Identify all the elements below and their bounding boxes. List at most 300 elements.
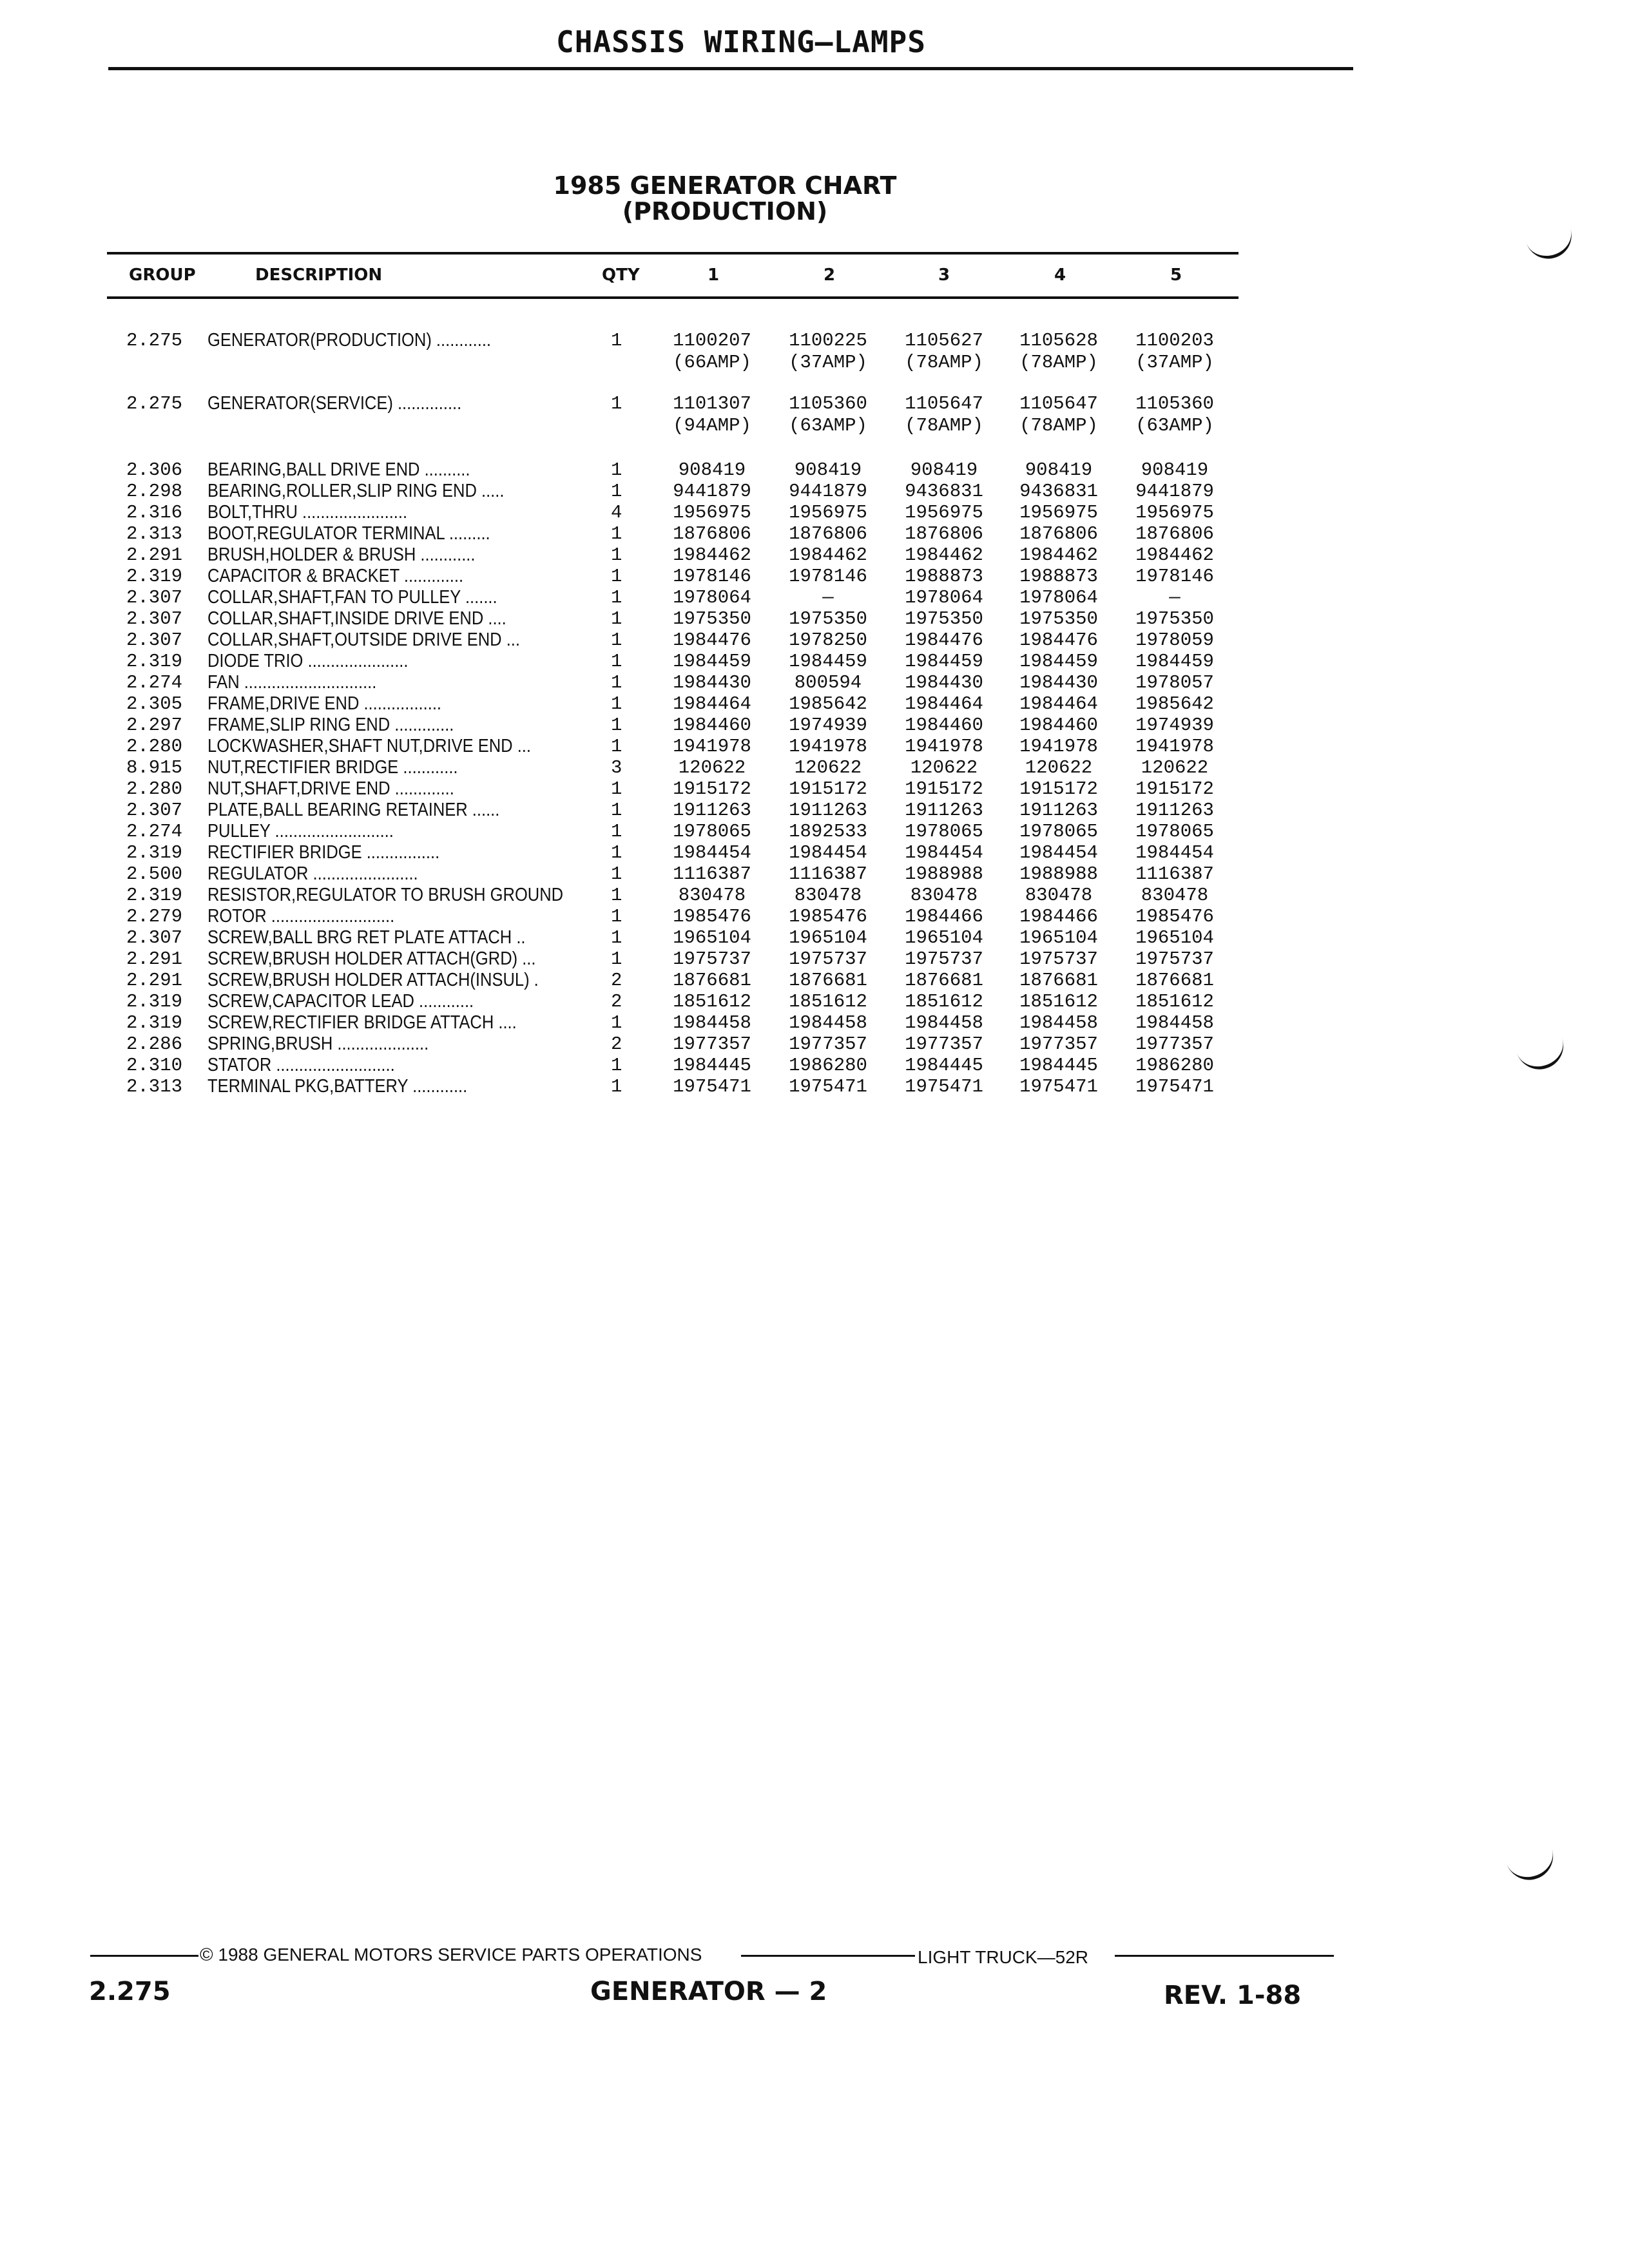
table-row [0, 757, 1629, 779]
table-row [0, 885, 1629, 907]
row-value-3: 1984458 [905, 1012, 983, 1033]
table-row [0, 672, 1629, 694]
row-value-4: 1978064 [1019, 587, 1098, 608]
row-group: 2.305 [126, 693, 183, 715]
row-qty: 1 [611, 330, 622, 351]
row-value-1: 1100207 [673, 330, 751, 351]
row-value-4: 1975737 [1019, 948, 1098, 970]
row-value-4: 1851612 [1019, 991, 1098, 1012]
table-row [0, 800, 1629, 822]
row-qty: 2 [611, 991, 622, 1012]
row-value-1: 1977357 [673, 1033, 751, 1055]
row-value-3: 1978065 [905, 821, 983, 842]
row-description: BOLT,THRU ....................... [207, 502, 408, 523]
row-description: ROTOR ........................... [207, 906, 395, 927]
row-value-3: 1984454 [905, 842, 983, 863]
row-value-4: 830478 [1025, 885, 1093, 906]
row-value-1: 1984464 [673, 693, 751, 715]
row-description: GENERATOR(SERVICE) .............. [207, 393, 462, 414]
row-value-5: 1965104 [1135, 927, 1214, 948]
col-header-qty: QTY [602, 265, 640, 285]
row-value-2: 1915172 [789, 778, 867, 800]
row-value-2: 1956975 [789, 502, 867, 523]
row-description: COLLAR,SHAFT,FAN TO PULLEY ....... [207, 587, 497, 608]
row-value-4: 1956975 [1019, 502, 1098, 523]
header-rule [108, 67, 1353, 70]
row-rating-3: (78AMP) [905, 352, 983, 373]
col-header-group: GROUP [129, 265, 196, 285]
row-value-2: 1986280 [789, 1055, 867, 1076]
table-row [0, 481, 1629, 503]
row-qty: 1 [611, 629, 622, 651]
table-row [0, 544, 1629, 566]
row-qty: 1 [611, 1055, 622, 1076]
row-group: 2.291 [126, 970, 183, 991]
row-value-3: 908419 [910, 459, 978, 481]
row-value-5: 1984459 [1135, 651, 1214, 672]
row-value-4: 1984445 [1019, 1055, 1098, 1076]
row-value-3: 9436831 [905, 481, 983, 502]
row-value-4: 908419 [1025, 459, 1093, 481]
row-description: FRAME,SLIP RING END ............. [207, 715, 454, 735]
row-value-3: 1975737 [905, 948, 983, 970]
row-value-5: 1984454 [1135, 842, 1214, 863]
row-description: PLATE,BALL BEARING RETAINER ...... [207, 800, 500, 820]
row-description: LOCKWASHER,SHAFT NUT,DRIVE END ... [207, 736, 531, 756]
row-group: 2.275 [126, 330, 183, 351]
row-group: 2.313 [126, 523, 183, 544]
row-group: 2.319 [126, 1012, 183, 1033]
row-value-4: 1988873 [1019, 566, 1098, 587]
row-description: COLLAR,SHAFT,OUTSIDE DRIVE END ... [207, 629, 520, 650]
row-value-5: 1876806 [1135, 523, 1214, 544]
row-value-4: 1941978 [1019, 736, 1098, 757]
section-number: 2.275 [89, 1977, 171, 2006]
row-value-4: 1105628 [1019, 330, 1098, 351]
row-value-4: 1984464 [1019, 693, 1098, 715]
row-group: 2.307 [126, 608, 183, 629]
row-group: 2.313 [126, 1076, 183, 1097]
row-rating-2: (63AMP) [789, 415, 867, 436]
footer-rule-right [1115, 1955, 1334, 1957]
table-row [0, 502, 1629, 524]
row-rating-2: (37AMP) [789, 352, 867, 373]
row-value-5: 1105360 [1135, 393, 1214, 414]
row-value-1: 1975350 [673, 608, 751, 629]
row-value-4: 1105647 [1019, 393, 1098, 414]
table-row [0, 778, 1629, 800]
row-value-2: 1984462 [789, 544, 867, 566]
row-value-5: 1975350 [1135, 608, 1214, 629]
row-qty: 1 [611, 1012, 622, 1033]
footer-book: LIGHT TRUCK—52R [918, 1947, 1089, 1967]
row-qty: 2 [611, 1033, 622, 1055]
row-value-2: 800594 [794, 672, 862, 693]
row-value-1: 1911263 [673, 800, 751, 821]
row-group: 2.291 [126, 544, 183, 566]
row-value-4: 1965104 [1019, 927, 1098, 948]
table-row [0, 821, 1629, 843]
row-description: GENERATOR(PRODUCTION) ............ [207, 330, 492, 351]
row-qty: 1 [611, 736, 622, 757]
row-value-2: 1974939 [789, 715, 867, 736]
row-value-1: 830478 [678, 885, 746, 906]
binding-mark [1504, 1841, 1559, 1886]
row-value-3: 1984459 [905, 651, 983, 672]
row-value-3: 1956975 [905, 502, 983, 523]
row-group: 2.297 [126, 715, 183, 736]
row-description: SCREW,RECTIFIER BRIDGE ATTACH .... [207, 1012, 517, 1033]
table-row [0, 523, 1629, 545]
row-description: REGULATOR ....................... [207, 863, 418, 884]
row-group: 2.279 [126, 906, 183, 927]
row-value-3: 1988988 [905, 863, 983, 885]
row-value-4: 1984462 [1019, 544, 1098, 566]
row-value-3: 1941978 [905, 736, 983, 757]
row-group: 2.275 [126, 393, 183, 414]
row-value-1: 120622 [678, 757, 746, 778]
footer-rule-left [90, 1955, 198, 1957]
table-row [0, 459, 1629, 481]
row-value-4: 1876681 [1019, 970, 1098, 991]
row-value-1: 1116387 [673, 863, 751, 885]
row-value-2: 1984458 [789, 1012, 867, 1033]
row-qty: 1 [611, 842, 622, 863]
row-value-2: 1876806 [789, 523, 867, 544]
row-description: STATOR .......................... [207, 1055, 395, 1075]
row-rating-4: (78AMP) [1019, 352, 1098, 373]
row-description: RECTIFIER BRIDGE ................ [207, 842, 440, 863]
table-row [0, 1033, 1629, 1055]
row-value-4: 1978065 [1019, 821, 1098, 842]
row-qty: 1 [611, 863, 622, 885]
row-value-1: 1984454 [673, 842, 751, 863]
row-value-4: 1975350 [1019, 608, 1098, 629]
row-group: 8.915 [126, 757, 183, 778]
row-value-2: 830478 [794, 885, 862, 906]
row-value-2: 1911263 [789, 800, 867, 821]
table-top-rule [107, 252, 1239, 255]
generator-row [0, 393, 1629, 436]
row-value-3: 1977357 [905, 1033, 983, 1055]
table-row [0, 1012, 1629, 1034]
row-value-5: 1985642 [1135, 693, 1214, 715]
row-qty: 1 [611, 906, 622, 927]
row-description: TERMINAL PKG,BATTERY ............ [207, 1076, 468, 1097]
row-group: 2.319 [126, 566, 183, 587]
table-row [0, 608, 1629, 630]
row-value-3: 1876806 [905, 523, 983, 544]
row-value-1: 1984458 [673, 1012, 751, 1033]
row-value-4: 120622 [1025, 757, 1093, 778]
footer-copyright: © 1988 GENERAL MOTORS SERVICE PARTS OPERATIONS [200, 1945, 702, 1965]
row-value-5: 1978057 [1135, 672, 1214, 693]
row-value-2: 1978146 [789, 566, 867, 587]
row-value-1: 9441879 [673, 481, 751, 502]
row-value-4: 1984476 [1019, 629, 1098, 651]
row-description: SCREW,BRUSH HOLDER ATTACH(INSUL) . [207, 970, 539, 990]
row-group: 2.319 [126, 651, 183, 672]
row-value-5: 1974939 [1135, 715, 1214, 736]
row-value-4: 1876806 [1019, 523, 1098, 544]
row-value-1: 1101307 [673, 393, 751, 414]
row-description: SCREW,CAPACITOR LEAD ............ [207, 991, 474, 1012]
row-rating-1: (66AMP) [673, 352, 751, 373]
row-group: 2.291 [126, 948, 183, 970]
row-group: 2.319 [126, 991, 183, 1012]
row-description: FRAME,DRIVE END ................. [207, 693, 441, 714]
row-group: 2.307 [126, 629, 183, 651]
row-value-5: 1986280 [1135, 1055, 1214, 1076]
generator-row [0, 330, 1629, 373]
row-value-2: 1975737 [789, 948, 867, 970]
row-description: RESISTOR,REGULATOR TO BRUSH GROUND [207, 885, 564, 905]
row-value-1: 1978065 [673, 821, 751, 842]
row-value-2: 1975471 [789, 1076, 867, 1097]
row-qty: 1 [611, 715, 622, 736]
row-value-4: 1988988 [1019, 863, 1098, 885]
row-value-4: 1911263 [1019, 800, 1098, 821]
chart-subtitle: (PRODUCTION) [622, 197, 828, 226]
row-qty: 1 [611, 459, 622, 481]
row-group: 2.298 [126, 481, 183, 502]
row-group: 2.274 [126, 672, 183, 693]
row-value-5: 1985476 [1135, 906, 1214, 927]
row-value-2: — [822, 587, 834, 608]
row-value-1: 1984462 [673, 544, 751, 566]
row-qty: 1 [611, 693, 622, 715]
row-value-2: 1985642 [789, 693, 867, 715]
row-rating-3: (78AMP) [905, 415, 983, 436]
row-value-5: 1876681 [1135, 970, 1214, 991]
row-qty: 2 [611, 970, 622, 991]
row-value-3: 1978064 [905, 587, 983, 608]
row-value-2: 1105360 [789, 393, 867, 414]
row-value-1: 1876806 [673, 523, 751, 544]
row-value-2: 1984459 [789, 651, 867, 672]
row-value-2: 120622 [794, 757, 862, 778]
row-value-3: 1851612 [905, 991, 983, 1012]
row-value-1: 1984445 [673, 1055, 751, 1076]
row-value-5: 9441879 [1135, 481, 1214, 502]
row-description: SCREW,BALL BRG RET PLATE ATTACH .. [207, 927, 526, 948]
revision-label: REV. 1-88 [1164, 1981, 1302, 2010]
row-value-2: 1876681 [789, 970, 867, 991]
table-row [0, 693, 1629, 715]
row-value-5: 1975737 [1135, 948, 1214, 970]
row-value-5: 1851612 [1135, 991, 1214, 1012]
row-qty: 1 [611, 393, 622, 414]
table-row [0, 842, 1629, 864]
row-rating-4: (78AMP) [1019, 415, 1098, 436]
row-qty: 1 [611, 800, 622, 821]
row-qty: 1 [611, 651, 622, 672]
row-value-5: 1984458 [1135, 1012, 1214, 1033]
row-value-3: 1984445 [905, 1055, 983, 1076]
row-value-1: 1965104 [673, 927, 751, 948]
row-value-5: 1977357 [1135, 1033, 1214, 1055]
row-value-1: 1956975 [673, 502, 751, 523]
row-value-3: 1988873 [905, 566, 983, 587]
row-qty: 1 [611, 885, 622, 906]
row-value-3: 1975350 [905, 608, 983, 629]
row-value-1: 1876681 [673, 970, 751, 991]
row-qty: 1 [611, 948, 622, 970]
chart-title: 1985 GENERATOR CHART [553, 171, 897, 200]
table-row [0, 1076, 1629, 1098]
row-value-1: 1984476 [673, 629, 751, 651]
row-qty: 1 [611, 927, 622, 948]
table-row [0, 970, 1629, 992]
row-group: 2.319 [126, 885, 183, 906]
row-value-2: 1978250 [789, 629, 867, 651]
row-value-3: 1984464 [905, 693, 983, 715]
row-value-1: 1941978 [673, 736, 751, 757]
row-value-1: 1975737 [673, 948, 751, 970]
row-description: SPRING,BRUSH .................... [207, 1033, 429, 1054]
row-value-2: 1851612 [789, 991, 867, 1012]
row-value-2: 1985476 [789, 906, 867, 927]
col-header-3: 3 [938, 265, 950, 285]
row-value-1: 1984459 [673, 651, 751, 672]
row-description: NUT,SHAFT,DRIVE END ............. [207, 778, 454, 799]
row-value-2: 1977357 [789, 1033, 867, 1055]
table-row [0, 948, 1629, 970]
row-description: NUT,RECTIFIER BRIDGE ............ [207, 757, 458, 778]
table-row [0, 863, 1629, 885]
table-row [0, 629, 1629, 651]
row-value-2: 1984454 [789, 842, 867, 863]
row-qty: 1 [611, 587, 622, 608]
row-description: BEARING,ROLLER,SLIP RING END ..... [207, 481, 505, 501]
row-value-5: 1100203 [1135, 330, 1214, 351]
row-value-1: 1978146 [673, 566, 751, 587]
row-rating-5: (63AMP) [1135, 415, 1214, 436]
row-value-5: — [1169, 587, 1181, 608]
row-qty: 1 [611, 1076, 622, 1097]
row-group: 2.280 [126, 736, 183, 757]
row-description: FAN ............................. [207, 672, 377, 693]
row-value-3: 120622 [910, 757, 978, 778]
row-description: SCREW,BRUSH HOLDER ATTACH(GRD) ... [207, 948, 536, 969]
row-value-4: 9436831 [1019, 481, 1098, 502]
row-value-2: 9441879 [789, 481, 867, 502]
row-value-5: 1984462 [1135, 544, 1214, 566]
row-value-2: 1975350 [789, 608, 867, 629]
row-value-5: 1978146 [1135, 566, 1214, 587]
col-header-4: 4 [1054, 265, 1066, 285]
row-qty: 1 [611, 566, 622, 587]
row-value-1: 1985476 [673, 906, 751, 927]
row-value-1: 1984430 [673, 672, 751, 693]
row-qty: 1 [611, 523, 622, 544]
row-qty: 1 [611, 608, 622, 629]
row-value-3: 1915172 [905, 778, 983, 800]
row-value-3: 1984466 [905, 906, 983, 927]
row-value-3: 1984476 [905, 629, 983, 651]
row-value-1: 1978064 [673, 587, 751, 608]
col-header-1: 1 [708, 265, 720, 285]
row-value-5: 1956975 [1135, 502, 1214, 523]
page-label: GENERATOR — 2 [590, 1977, 827, 2006]
row-value-4: 1984454 [1019, 842, 1098, 863]
row-value-1: 1984460 [673, 715, 751, 736]
row-value-1: 908419 [678, 459, 746, 481]
row-qty: 1 [611, 544, 622, 566]
row-value-4: 1984459 [1019, 651, 1098, 672]
table-row [0, 927, 1629, 949]
row-qty: 3 [611, 757, 622, 778]
table-row [0, 566, 1629, 588]
table-row [0, 991, 1629, 1013]
row-qty: 1 [611, 778, 622, 800]
row-value-5: 1975471 [1135, 1076, 1214, 1097]
table-header-rule [107, 296, 1239, 299]
table-row [0, 1055, 1629, 1077]
row-value-4: 1984460 [1019, 715, 1098, 736]
row-description: BRUSH,HOLDER & BRUSH ............ [207, 544, 476, 565]
row-value-2: 1892533 [789, 821, 867, 842]
row-value-5: 908419 [1141, 459, 1209, 481]
table-row [0, 651, 1629, 673]
row-qty: 1 [611, 481, 622, 502]
col-header-5: 5 [1170, 265, 1182, 285]
row-description: CAPACITOR & BRACKET ............. [207, 566, 464, 586]
row-value-3: 1984430 [905, 672, 983, 693]
row-value-2: 908419 [794, 459, 862, 481]
row-value-3: 1984460 [905, 715, 983, 736]
row-value-4: 1984430 [1019, 672, 1098, 693]
row-group: 2.310 [126, 1055, 183, 1076]
row-qty: 1 [611, 821, 622, 842]
footer-rule-mid [741, 1955, 915, 1957]
row-value-3: 1975471 [905, 1076, 983, 1097]
row-group: 2.280 [126, 778, 183, 800]
row-value-1: 1975471 [673, 1076, 751, 1097]
row-rating-5: (37AMP) [1135, 352, 1214, 373]
row-group: 2.316 [126, 502, 183, 523]
row-description: DIODE TRIO ...................... [207, 651, 409, 671]
col-header-description: DESCRIPTION [255, 265, 383, 285]
row-group: 2.307 [126, 587, 183, 608]
col-header-2: 2 [824, 265, 836, 285]
row-group: 2.500 [126, 863, 183, 885]
row-value-3: 1105647 [905, 393, 983, 414]
row-group: 2.306 [126, 459, 183, 481]
row-value-1: 1915172 [673, 778, 751, 800]
row-value-4: 1977357 [1019, 1033, 1098, 1055]
row-description: COLLAR,SHAFT,INSIDE DRIVE END .... [207, 608, 506, 629]
table-row [0, 587, 1629, 609]
row-value-5: 1978065 [1135, 821, 1214, 842]
row-value-2: 1100225 [789, 330, 867, 351]
row-value-2: 1965104 [789, 927, 867, 948]
row-qty: 1 [611, 672, 622, 693]
row-rating-1: (94AMP) [673, 415, 751, 436]
row-value-5: 1116387 [1135, 863, 1214, 885]
row-group: 2.319 [126, 842, 183, 863]
row-group: 2.286 [126, 1033, 183, 1055]
row-value-5: 830478 [1141, 885, 1209, 906]
row-value-1: 1851612 [673, 991, 751, 1012]
row-value-5: 120622 [1141, 757, 1209, 778]
row-value-3: 1105627 [905, 330, 983, 351]
row-value-3: 1911263 [905, 800, 983, 821]
row-value-3: 1984462 [905, 544, 983, 566]
row-group: 2.274 [126, 821, 183, 842]
table-row [0, 715, 1629, 736]
row-description: BOOT,REGULATOR TERMINAL ......... [207, 523, 490, 544]
